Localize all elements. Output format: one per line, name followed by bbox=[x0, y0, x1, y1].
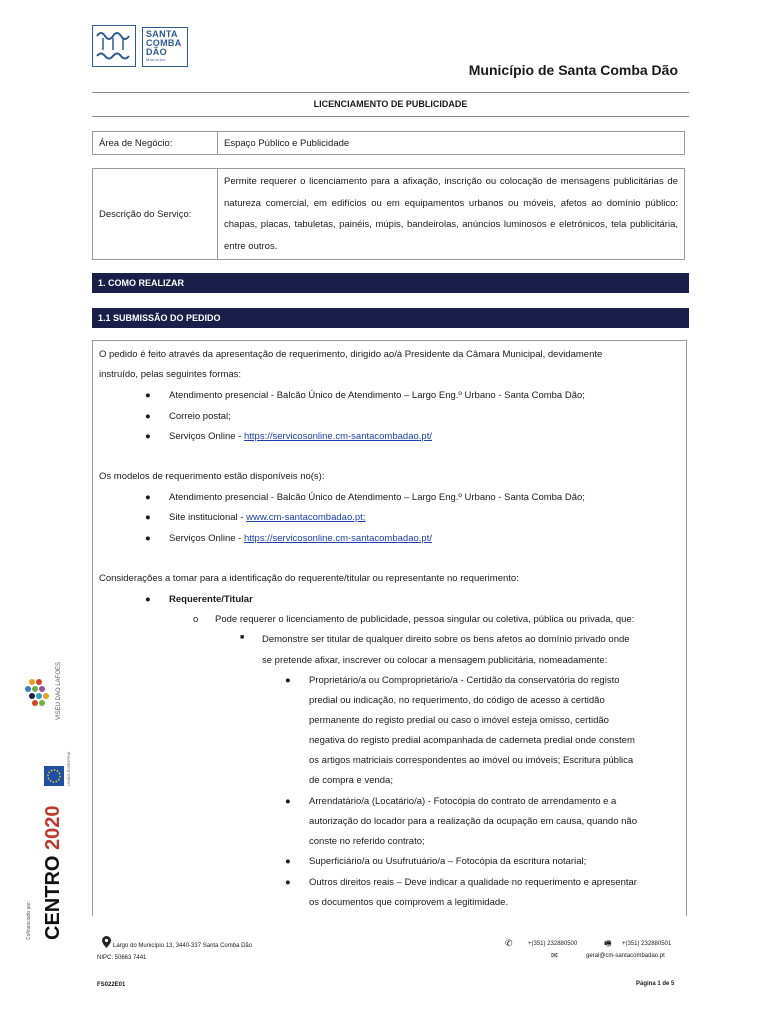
bullet-icon: ● bbox=[145, 512, 151, 523]
logo-line: SANTA bbox=[146, 29, 178, 39]
viseu-text: VISEU DÃO LAFÕES bbox=[56, 661, 62, 720]
site-institucional-link[interactable]: www.cm-santacombadao.pt; bbox=[246, 512, 366, 523]
requerente-text: Pode requerer o licenciamento de publicidade, pessoa singular ou coletiva, pública ou privada, que: bbox=[215, 614, 635, 625]
dots-logo-icon bbox=[24, 678, 50, 711]
portugal-2020-logo: 2020 bbox=[42, 805, 64, 850]
area-value: Espaço Público e Publicidade bbox=[218, 132, 685, 155]
page-number: Página 1 de 5 bbox=[636, 981, 675, 987]
demonstre-text: Demonstre ser titular de qualquer direito sobre os bens afetos ao domínio privado onde bbox=[262, 634, 630, 645]
requerente-heading: Requerente/Titular bbox=[169, 594, 253, 605]
description-table bbox=[92, 168, 685, 260]
fax-icon: 🖷 bbox=[604, 939, 612, 948]
list-item bbox=[169, 533, 432, 544]
centro-logo: CENTRO bbox=[42, 855, 64, 940]
municipality-logo bbox=[92, 25, 190, 69]
servicos-online-link[interactable]: https://servicosonline.cm-santacombadao.pt/ bbox=[243, 431, 432, 442]
square-bullet-icon: ■ bbox=[240, 634, 245, 641]
demonstre-text: se pretende afixar, inscrever ou colocar a mensagem publicitária, nomeadamente: bbox=[262, 655, 608, 666]
funding-logos bbox=[20, 660, 70, 950]
bullet-icon: ● bbox=[285, 675, 291, 686]
item-line: Proprietário/a ou Comproprietário/a - Certidão da conservatória do registo bbox=[309, 675, 620, 686]
considerations-text: Considerações a tomar para a identificação do requerente/titular ou representante no requerimento: bbox=[99, 573, 519, 584]
intro-text: O pedido é feito através da apresentação de requerimento, dirigido ao/à Presidente da Câmara Municipal, devidamente bbox=[99, 349, 603, 360]
item-line: Outros direitos reais – Deve indicar a qualidade no requerimento e apresentar bbox=[309, 877, 637, 888]
content-box bbox=[92, 340, 687, 916]
description-label: Descrição do Serviço: bbox=[93, 169, 218, 260]
list-item: Atendimento presencial - Balcão Único de Atendimento – Largo Eng.º Urbano - Santa Comba Dão; bbox=[169, 492, 585, 503]
list-item-label: Site institucional - bbox=[169, 512, 247, 523]
item-line: negativa do registo predial acompanhada de caderneta predial onde constem bbox=[309, 735, 635, 746]
item-line: predial ou indicação, no requerimento, do código de acesso à certidão bbox=[309, 695, 605, 706]
item-line: os documentos que comprovem a legitimidade. bbox=[309, 897, 509, 908]
divider bbox=[92, 116, 689, 117]
document-code: FS022E01 bbox=[97, 982, 126, 988]
footer-fax: +(351) 232880501 bbox=[622, 941, 672, 947]
item-line: de compra e venda; bbox=[309, 775, 393, 786]
phone-icon: ✆ bbox=[505, 938, 513, 948]
footer-address: Largo do Município 13, 3440-337 Santa Comba Dão bbox=[113, 943, 253, 949]
list-item bbox=[169, 431, 432, 442]
logo-wordmark bbox=[142, 27, 188, 67]
circle-bullet-icon: o bbox=[193, 614, 199, 625]
list-item: Atendimento presencial - Balcão Único de Atendimento – Largo Eng.º Urbano - Santa Comba Dão; bbox=[169, 390, 585, 401]
list-item: Correio postal; bbox=[169, 411, 231, 422]
bullet-icon: ● bbox=[145, 533, 151, 544]
list-item-label: Serviços Online - bbox=[169, 533, 244, 544]
bullet-icon: ● bbox=[285, 877, 291, 888]
models-intro: Os modelos de requerimento estão disponíveis no(s): bbox=[99, 471, 325, 482]
cofinanciado-text: Cofinanciado por: bbox=[26, 900, 32, 940]
logo-line: DÃO bbox=[146, 47, 167, 57]
item-line: permanente do registo predial ou caso o imóvel esteja omisso, certidão bbox=[309, 715, 609, 726]
list-item bbox=[169, 512, 365, 523]
item-line: Arrendatário/a (Locatário/a) - Fotocópia do contrato de arrendamento e a bbox=[309, 796, 617, 807]
header-title: Município de Santa Comba Dão bbox=[468, 62, 678, 78]
servicos-online-link[interactable]: https://servicosonline.cm-santacombadao.pt/ bbox=[243, 533, 432, 544]
bullet-icon: ● bbox=[145, 431, 151, 442]
item-line: autorização do locador para a realização da ocupação em causa, quando não bbox=[309, 816, 637, 827]
document-title: LICENCIAMENTO DE PUBLICIDADE bbox=[313, 99, 468, 109]
bullet-icon: ● bbox=[145, 390, 151, 401]
bullet-icon: ● bbox=[145, 411, 151, 422]
footer-nipc: NIPC: 50663 7441 bbox=[97, 955, 147, 961]
bullet-icon: ● bbox=[285, 856, 291, 867]
bullet-icon: ● bbox=[145, 594, 151, 605]
list-item-label: Serviços Online - bbox=[169, 431, 244, 442]
bullet-icon: ● bbox=[145, 492, 151, 503]
section-header-como-realizar: 1. COMO REALIZAR bbox=[92, 273, 689, 293]
footer-phone: +(351) 232880500 bbox=[528, 941, 578, 947]
area-label: Área de Negócio: bbox=[93, 132, 218, 155]
location-pin-icon bbox=[102, 936, 111, 951]
description-value: Permite requerer o licenciamento para a afixação, inscrição ou colocação de mensagens publicitárias de natureza comercial, em edifícios ou em equipamentos urbanos ou móveis, afetos ao domínio público: chapas, placas, tabuletas, painéis, múpis, bandeirolas, anúncios luminosos e eletrónicos, tela publicitária, entre outros. bbox=[218, 169, 685, 260]
eu-flag-icon bbox=[44, 766, 64, 786]
item-line: conste no referido contrato; bbox=[309, 836, 425, 847]
email-icon: ✉ bbox=[551, 951, 558, 960]
ue-text: UNIÃO EUROPEIA bbox=[66, 751, 71, 786]
footer-email: geral@cm-santacombadao.pt bbox=[586, 953, 665, 959]
waves-icon bbox=[92, 25, 136, 67]
bullet-icon: ● bbox=[285, 796, 291, 807]
item-line: Superficiário/a ou Usufrutuário/a – Fotocópia da escritura notarial; bbox=[309, 856, 587, 867]
item-line: os artigos matriciais correspondentes ao imóvel ou imóveis; Escritura pública bbox=[309, 755, 634, 766]
area-table bbox=[92, 131, 685, 155]
section-header-submissao: 1.1 SUBMISSÃO DO PEDIDO bbox=[92, 308, 689, 328]
intro-text: instruído, pelas seguintes formas: bbox=[99, 369, 242, 380]
logo-sub: Município bbox=[146, 57, 166, 62]
logo-line: COMBA bbox=[146, 38, 182, 48]
divider bbox=[92, 92, 689, 93]
